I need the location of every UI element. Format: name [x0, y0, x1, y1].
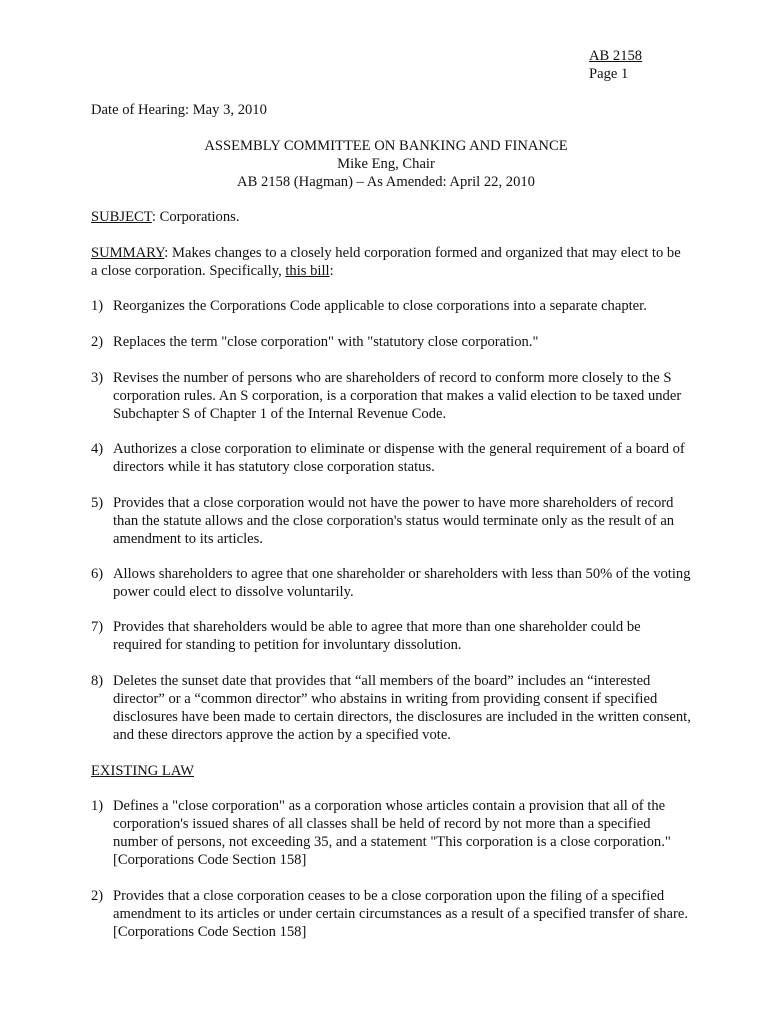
this-bill-link-text: this bill — [285, 263, 330, 279]
hearing-date: Date of Hearing: May 3, 2010 — [91, 102, 267, 118]
page-header — [589, 47, 709, 83]
item-text: Provides that a close corporation would not have the power to have more shareholders of record than the statute allows and the close corporation's status would terminate only as the result of an amendment to its articles. — [113, 495, 675, 547]
bill-amended-line: AB 2158 (Hagman) – As Amended: April 22, 2010 — [237, 174, 535, 190]
bill-number: AB 2158 — [589, 48, 643, 64]
existing-law-item — [91, 797, 691, 869]
item-number: 1) — [91, 798, 104, 814]
item-text: Deletes the sunset date that provides that “all members of the board” includes an “interested director” or a “common director” who abstains in writing from providing consent if specified disclosures have been made to certain directors, the disclosures are included in the written consent, and these directors approve the action by a specified vote. — [113, 673, 691, 743]
item-text: Reorganizes the Corporations Code applicable to close corporations into a separate chapter. — [113, 298, 647, 314]
item-text: Allows shareholders to agree that one shareholder or shareholders with less than 50% of the voting power could elect to dissolve voluntarily. — [113, 566, 691, 600]
summary-item — [91, 440, 691, 476]
item-number: 7) — [91, 619, 104, 635]
subject-label: SUBJECT — [91, 209, 152, 225]
item-text: Provides that a close corporation ceases to be a close corporation upon the filing of a specified amendment to its articles or under certain circumstances as a result of a specified transfer of share. [Corporations Code Section 158] — [113, 888, 688, 940]
summary-item — [91, 672, 691, 744]
existing-law-heading — [91, 762, 691, 780]
item-number: 2) — [91, 334, 104, 350]
subject-line — [91, 208, 691, 226]
summary-item — [91, 494, 691, 548]
summary-paragraph — [91, 244, 686, 280]
item-text: Authorizes a close corporation to eliminate or dispense with the general requirement of a board of directors while it has statutory close corporation status. — [113, 441, 685, 475]
summary-item — [91, 618, 691, 654]
page-number: Page 1 — [589, 66, 629, 82]
item-number: 8) — [91, 673, 104, 689]
summary-item — [91, 297, 691, 315]
item-text: Revises the number of persons who are shareholders of record to conform more closely to the S corporation rules. An S corporation, is a corporation that makes a valid election to be taxed under Subchapter S of Chapter 1 of the Internal Revenue Code. — [113, 370, 682, 422]
summary-text: : Makes changes to a closely held corporation formed and organized that may elect to be a close corporation. Specifically, — [91, 245, 681, 279]
committee-chair: Mike Eng, Chair — [337, 156, 435, 172]
item-number: 6) — [91, 566, 104, 582]
item-number: 2) — [91, 888, 104, 904]
summary-item — [91, 333, 691, 351]
item-number: 4) — [91, 441, 104, 457]
item-text: Replaces the term "close corporation" with "statutory close corporation." — [113, 334, 539, 350]
existing-law-label: EXISTING LAW — [91, 763, 194, 779]
existing-law-item — [91, 887, 691, 941]
subject-text: : Corporations. — [151, 209, 240, 225]
item-number: 5) — [91, 495, 104, 511]
committee-heading — [91, 137, 681, 191]
summary-label: SUMMARY — [91, 245, 165, 261]
item-text: Defines a "close corporation" as a corporation whose articles contain a provision that all of the corporation's issued shares of all classes shall be held of record by not more than a specified number of persons, not exceeding 35, and a statement "This corporation is a close corporation." [Corporations Code Section 158] — [113, 798, 671, 868]
summary-colon: : — [329, 263, 334, 279]
item-number: 1) — [91, 298, 104, 314]
summary-item — [91, 565, 691, 601]
summary-item — [91, 369, 691, 423]
item-number: 3) — [91, 370, 104, 386]
item-text: Provides that shareholders would be able to agree that more than one shareholder could be required for standing to petition for involuntary dissolution. — [113, 619, 641, 653]
committee-name: ASSEMBLY COMMITTEE ON BANKING AND FINANCE — [204, 138, 568, 154]
